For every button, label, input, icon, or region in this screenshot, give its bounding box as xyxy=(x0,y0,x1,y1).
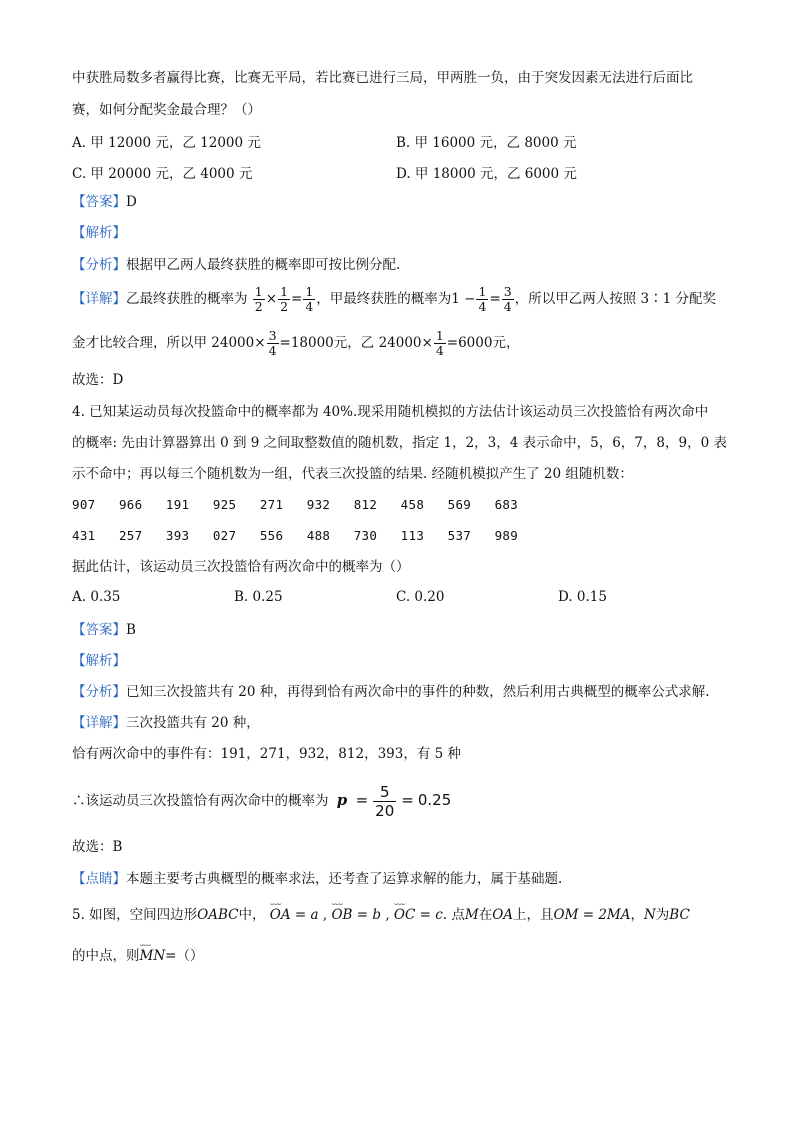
fraction-five-twentieths: $\frac{5}{20}$ xyxy=(375,783,395,820)
analysis-tag: 【解析】 xyxy=(72,225,126,241)
point-m: M xyxy=(464,907,479,923)
xiangjie-text: 乙最终获胜的概率为 xyxy=(126,291,248,307)
q4-conclusion xyxy=(72,780,451,821)
analysis-tag: 【解析】 xyxy=(72,653,126,669)
dianjing-tag: 【点睛】 xyxy=(72,871,126,887)
q4-option-d: D. 0.15 xyxy=(558,589,607,605)
fraction-three-quarters: $\frac{3}{4}$ xyxy=(503,284,512,314)
fenxi-tag: 【分析】 xyxy=(72,257,126,273)
q3-option-a: A. 甲 12000 元，乙 12000 元 xyxy=(72,135,261,151)
q3-fenxi xyxy=(72,255,400,275)
conclusion-text: ∴该运动员三次投篮恰有两次命中的概率为 xyxy=(72,793,329,809)
equals-sign: = xyxy=(401,791,414,809)
math-quad: OABC xyxy=(197,907,239,923)
xiangjie-tag: 【详解】 xyxy=(72,715,126,731)
q3-xiangjie-line1: 【详解】乙最终获胜的概率为 $\frac{1}{2}$ × $\frac{1}{2}$ = $\frac{1}{4}$ ，甲最终获胜的概率为1 − $\frac{1}{4}$ = $\frac{3}{4}$ ，所以甲乙两人按照 3∶1 分配奖 xyxy=(72,284,716,314)
q5-stem-line1: 5. 如图，空间四边形OABC中， ⌣⌣⌣ OA = a , ⌣⌣⌣ OB = b , ⌣⌣⌣ OC = c. 点M在OA上，且OM = 2MA，N为BC xyxy=(72,903,690,927)
segment-oa: OA xyxy=(492,907,514,923)
q4-ask: 据此估计，该运动员三次投篮恰有两次命中的概率为（） xyxy=(72,559,410,575)
fraction-quarter: $\frac{1}{4}$ xyxy=(305,284,314,314)
vector-c: c xyxy=(435,907,443,923)
q4-option-a: A. 0.35 xyxy=(72,589,121,605)
q5-text: 的中点，则 xyxy=(72,948,140,964)
one-minus: 1 − xyxy=(451,291,476,307)
q4-option-c: C. 0.20 xyxy=(396,589,445,605)
q3-answer xyxy=(72,192,137,212)
fenxi-text: 根据甲乙两人最终获胜的概率即可按比例分配. xyxy=(126,257,401,273)
q3-xiangjie-line2 xyxy=(72,326,519,360)
q3-stem-line1: 中获胜局数多者赢得比赛，比赛无平局，若比赛已进行三局，甲两胜一负，由于突发因素无法进行后面比 xyxy=(72,70,693,86)
xiangjie-text: ，甲最终获胜的概率为 xyxy=(316,291,452,307)
xiangjie-text: ，所以甲乙两人按照 3∶1 分配奖 xyxy=(514,291,716,307)
q3-option-d: D. 甲 18000 元，乙 6000 元 xyxy=(396,166,577,182)
q3-stem-line2: 赛，如何分配奖金最合理？（） xyxy=(72,102,261,118)
q5-text: 中， xyxy=(238,907,266,923)
vector-oc: ⌣⌣⌣ OC xyxy=(394,903,415,927)
vector-mn: ⌣⌣⌣ MN xyxy=(140,944,166,968)
fraction-quarter: $\frac{1}{4}$ xyxy=(478,284,487,314)
dianjing-text: 本题主要考古典概型的概率求法，还考查了运算求解的能力，属于基础题. xyxy=(126,871,563,887)
vector-oa: ⌣⌣⌣ OA xyxy=(270,903,291,927)
p-value: 0.25 xyxy=(417,791,452,809)
q5-stem-line2 xyxy=(72,944,203,968)
xiangjie-text: =18000元，乙 24000× xyxy=(279,335,433,351)
q4-dianjing xyxy=(72,869,562,889)
q4-option-b: B. 0.25 xyxy=(234,589,283,605)
q4-events: 恰有两次命中的事件有：191，271，932，812，393，有 5 种 xyxy=(72,746,462,762)
q5-text: 为 xyxy=(655,907,670,923)
q5-text: 在 xyxy=(478,907,493,923)
vector-a: a xyxy=(310,907,319,923)
fraction-half: $\frac{1}{2}$ xyxy=(254,284,263,314)
q5-text: ， xyxy=(630,907,644,923)
q4-stem-line2: 的概率: 先由计算器算出 0 到 9 之间取整数值的随机数，指定 1，2，3，4 表示命中，5，6，7，8，9，0 表 xyxy=(72,435,727,451)
q5-text: . 点 xyxy=(442,907,465,923)
q3-guxuan: 故选：D xyxy=(72,372,124,388)
vector-ob: ⌣⌣⌣ OB xyxy=(331,903,352,927)
q4-answer xyxy=(72,620,136,640)
q4-xiangjie xyxy=(72,713,260,733)
fraction-half: $\frac{1}{2}$ xyxy=(280,284,289,314)
fraction-three-quarters: $\frac{3}{4}$ xyxy=(268,328,277,358)
answer-tag: 【答案】 xyxy=(72,622,126,638)
q4-analysis-tag xyxy=(72,651,126,671)
q3-option-c: C. 甲 20000 元，乙 4000 元 xyxy=(72,166,253,182)
random-numbers-row1: 907 966 191 925 271 932 812 458 569 683 xyxy=(72,497,519,512)
q5-text: 上，且 xyxy=(513,907,554,923)
fenxi-tag: 【分析】 xyxy=(72,684,126,700)
equals-sign: = xyxy=(355,791,369,809)
vector-b: b xyxy=(372,907,382,923)
q3-option-b: B. 甲 16000 元，乙 8000 元 xyxy=(396,135,577,151)
answer-value: B xyxy=(126,622,136,638)
q4-stem-line1: 4. 已知某运动员每次投篮命中的概率都为 40%.现采用随机模拟的方法估计该运动员三次投篮恰有两次命中 xyxy=(72,404,709,420)
segment-bc: BC xyxy=(669,907,690,923)
q5-text: =（） xyxy=(165,948,204,964)
random-numbers-row2: 431 257 393 027 556 488 730 113 537 989 xyxy=(72,528,519,543)
point-n: N xyxy=(643,907,656,923)
equation-om: OM = 2MA xyxy=(553,907,631,923)
answer-value: D xyxy=(126,194,137,210)
xiangjie-text: =6000元， xyxy=(446,335,520,351)
fraction-quarter: $\frac{1}{4}$ xyxy=(435,328,444,358)
xiangjie-tag: 【详解】 xyxy=(72,291,126,307)
answer-tag: 【答案】 xyxy=(72,194,126,210)
q5-text: 5. 如图，空间四边形 xyxy=(72,907,198,923)
xiangjie-text: 三次投篮共有 20 种， xyxy=(126,715,260,731)
fenxi-text: 已知三次投篮共有 20 种，再得到恰有两次命中的事件的种数，然后利用古典概型的概率公式求解. xyxy=(126,684,710,700)
q4-stem-line3: 示不命中；再以每三个随机数为一组，代表三次投篮的结果. 经随机模拟产生了 20 组随机数： xyxy=(72,466,633,482)
q4-fenxi xyxy=(72,682,710,702)
xiangjie-text: 金才比较合理，所以甲 24000× xyxy=(72,335,266,351)
q4-guxuan: 故选：B xyxy=(72,839,123,855)
p-symbol: p xyxy=(336,791,348,809)
q3-analysis-tag xyxy=(72,223,126,243)
